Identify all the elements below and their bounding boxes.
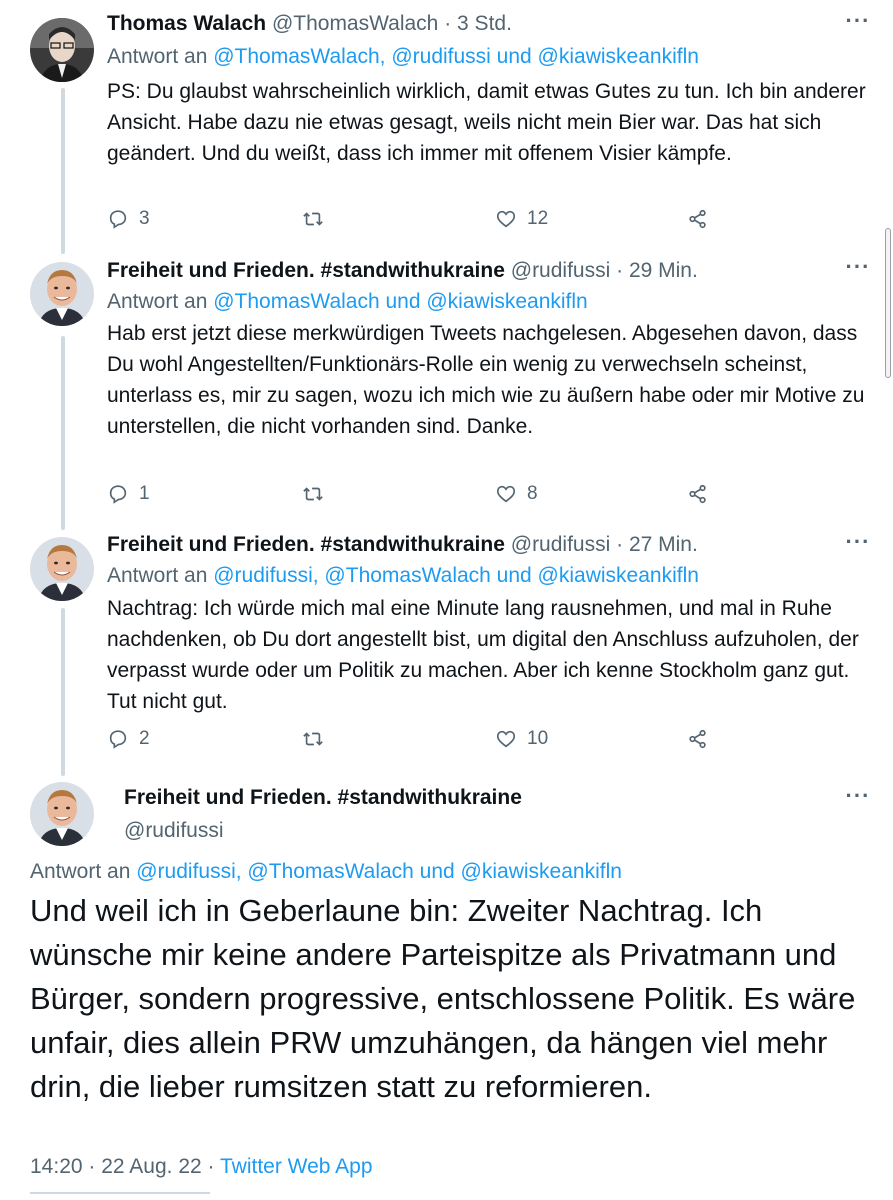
reply-icon bbox=[107, 208, 129, 230]
retweet-button[interactable] bbox=[302, 205, 324, 233]
reply-icon bbox=[107, 728, 129, 750]
scrollbar-thumb[interactable] bbox=[885, 228, 891, 378]
action-bar bbox=[107, 480, 727, 508]
share-button[interactable] bbox=[687, 725, 709, 753]
separator: · bbox=[207, 1155, 215, 1178]
reply-to-line bbox=[107, 288, 588, 316]
reply-button[interactable] bbox=[107, 480, 150, 508]
timestamp[interactable]: 27 Min. bbox=[628, 533, 698, 556]
source-link[interactable]: Twitter Web App bbox=[220, 1155, 373, 1178]
tweet-text: Und weil ich in Geberlaune bin: Zweiter Nachtrag. Ich wünsche mir keine andere Parteispitze als Privatmann und Bürger, sondern progressive, entschlossene Politik. Es wäre unfair, dies allein PRW umzuhängen, da hängen viel mehr drin, die lieber rumsitzen statt zu reformieren. bbox=[30, 893, 856, 1104]
retweet-icon bbox=[302, 208, 324, 230]
thread-line bbox=[61, 88, 65, 254]
tweet-header bbox=[107, 531, 698, 559]
heart-icon bbox=[495, 728, 517, 750]
reply-mentions[interactable]: @rudifussi, @ThomasWalach und @kiawiskeankifln bbox=[136, 860, 622, 883]
separator: · bbox=[616, 533, 624, 556]
post-date[interactable]: 22 Aug. 22 bbox=[101, 1155, 202, 1178]
more-icon[interactable]: ··· bbox=[845, 8, 871, 33]
action-bar bbox=[107, 725, 727, 753]
retweet-button[interactable] bbox=[302, 725, 324, 753]
retweet-button[interactable] bbox=[302, 480, 324, 508]
scrollbar[interactable] bbox=[883, 228, 893, 378]
reply-mentions[interactable]: @ThomasWalach, @rudifussi und @kiawiskeankifln bbox=[213, 45, 699, 68]
retweet-icon bbox=[302, 483, 324, 505]
tweet-text: Nachtrag: Ich würde mich mal eine Minute lang rausnehmen, und mal in Ruhe nachdenken, ob Du dort angestellt bist, um digital den Anschluss aufzuholen, der verpasst wurde oder um Politik zu machen. Aber ich kenne Stockholm ganz gut. Tut nicht gut. bbox=[107, 597, 859, 713]
like-count: 10 bbox=[527, 728, 549, 749]
reply-button[interactable] bbox=[107, 725, 150, 753]
tweet-header bbox=[107, 10, 512, 38]
post-time[interactable]: 14:20 bbox=[30, 1155, 83, 1178]
reply-to-line bbox=[107, 43, 699, 71]
reply-mentions[interactable]: @ThomasWalach und @kiawiskeankifln bbox=[213, 290, 588, 313]
reply-prefix: Antwort an bbox=[30, 860, 131, 883]
reply-count: 1 bbox=[139, 483, 150, 504]
reply-prefix: Antwort an bbox=[107, 564, 208, 587]
reply-to-line bbox=[30, 858, 622, 886]
avatar[interactable] bbox=[30, 262, 94, 326]
tweet-header bbox=[107, 257, 698, 285]
reply-prefix: Antwort an bbox=[107, 290, 208, 313]
reply-prefix: Antwort an bbox=[107, 45, 208, 68]
share-icon bbox=[687, 728, 709, 750]
reply-button[interactable] bbox=[107, 205, 150, 233]
heart-icon bbox=[495, 483, 517, 505]
user-handle[interactable]: @ThomasWalach bbox=[271, 12, 439, 35]
user-handle[interactable]: @rudifussi bbox=[124, 819, 224, 842]
retweet-icon bbox=[302, 728, 324, 750]
share-icon bbox=[687, 208, 709, 230]
like-button[interactable] bbox=[495, 725, 548, 753]
like-button[interactable] bbox=[495, 480, 538, 508]
reply-to-line bbox=[107, 562, 699, 590]
display-name[interactable]: Thomas Walach bbox=[107, 12, 267, 35]
display-name[interactable]: Freiheit und Frieden. #standwithukraine bbox=[107, 533, 505, 556]
avatar[interactable] bbox=[30, 782, 94, 846]
thread-line bbox=[61, 336, 65, 530]
like-count: 8 bbox=[527, 483, 538, 504]
share-button[interactable] bbox=[687, 205, 709, 233]
timestamp[interactable]: 29 Min. bbox=[628, 259, 698, 282]
separator: · bbox=[88, 1155, 96, 1178]
thread-line bbox=[61, 608, 65, 776]
share-button[interactable] bbox=[687, 480, 709, 508]
reply-count: 3 bbox=[139, 208, 150, 229]
tweet-text: PS: Du glaubst wahrscheinlich wirklich, damit etwas Gutes zu tun. Ich bin anderer Ansicht. Habe dazu nie etwas gesagt, weils nicht mein Bier war. Das hat sich geändert. Und du weißt, dass ich immer mit offenem Visier kämpfe. bbox=[107, 80, 866, 165]
like-count: 12 bbox=[527, 208, 549, 229]
more-icon[interactable]: ··· bbox=[845, 529, 871, 554]
user-handle[interactable]: @rudifussi bbox=[510, 259, 611, 282]
avatar[interactable] bbox=[30, 537, 94, 601]
reply-mentions[interactable]: @rudifussi, @ThomasWalach und @kiawiskeankifln bbox=[213, 564, 699, 587]
reply-count: 2 bbox=[139, 728, 150, 749]
user-handle[interactable]: @rudifussi bbox=[510, 533, 611, 556]
share-icon bbox=[687, 483, 709, 505]
display-name[interactable]: Freiheit und Frieden. #standwithukraine bbox=[107, 259, 505, 282]
more-icon[interactable]: ··· bbox=[845, 254, 871, 279]
separator: · bbox=[616, 259, 624, 282]
action-bar bbox=[107, 205, 727, 233]
like-button[interactable] bbox=[495, 205, 548, 233]
display-name[interactable]: Freiheit und Frieden. #standwithukraine bbox=[124, 786, 522, 809]
tweet-meta bbox=[30, 1153, 373, 1181]
timestamp[interactable]: 3 Std. bbox=[457, 12, 512, 35]
reply-icon bbox=[107, 483, 129, 505]
more-icon[interactable]: ··· bbox=[845, 783, 871, 808]
tweet-text: Hab erst jetzt diese merkwürdigen Tweets nachgelesen. Abgesehen davon, dass Du wohl Angestellten/Funktionärs-Rolle ein wenig zu verwechseln scheinst, unterlass es, mir zu sagen, wozu ich mich wie zu äußern habe oder mir Motive zu unterstellen, die nicht vorhanden sind. Danke. bbox=[107, 322, 865, 438]
separator: · bbox=[444, 12, 452, 35]
heart-icon bbox=[495, 208, 517, 230]
avatar[interactable] bbox=[30, 18, 94, 82]
divider bbox=[30, 1192, 210, 1200]
